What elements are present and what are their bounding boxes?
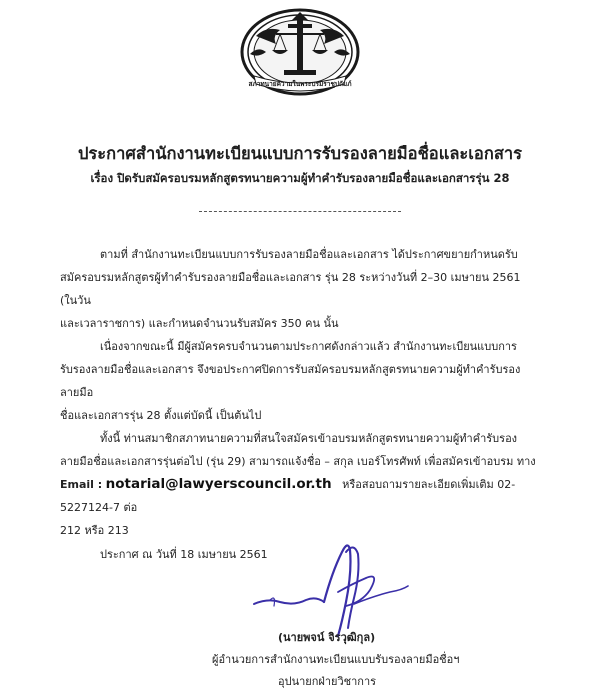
handwritten-signature — [250, 532, 410, 642]
signatory-position-2: อุปนายกฝ่ายวิชาการ — [278, 675, 377, 688]
paragraph-2-line-1: เนื่องจากขณะนี้ มีผู้สมัครครบจำนวนตามประกาศดังกล่าวแล้ว สำนักงานทะเบียนแบบการ — [100, 340, 517, 353]
paragraph-1-line-3: และเวลาราชการ) และกำหนดจำนวนรับสมัคร 350 คน นั้น — [60, 317, 339, 330]
contact-text: หรือสอบถามรายละเอียดเพิ่มเติม 02-5227124-7 ต่อ — [60, 478, 516, 514]
paragraph-3-line-2: ลายมือชื่อและเอกสารรุ่นต่อไป (รุ่น 29) สามารถแจ้งชื่อ – สกุล เบอร์โทรศัพท์ เพื่อสมัครเข้าอบรม ทาง — [60, 455, 536, 468]
email-address-link[interactable]: notarial@lawyerscouncil.or.th — [105, 476, 332, 492]
announcement-date: ประกาศ ณ วันที่ 18 เมษายน 2561 — [100, 548, 268, 561]
document-title: ประกาศสำนักงานทะเบียนแบบการรับรองลายมือชื่อและเอกสาร — [77, 144, 523, 163]
signatory-name: (นายพจน์ จิรวุฒิกุล) — [278, 631, 376, 644]
seal-text: สภาทนายความในพระบรมราชูปถัมภ์ — [248, 80, 352, 88]
email-label: Email : — [60, 478, 103, 491]
document-subject: เรื่อง ปิดรับสมัครอบรมหลักสูตรทนายความผู้ทำคำรับรองลายมือชื่อและเอกสารรุ่น 28 — [90, 171, 510, 185]
lawyers-council-seal-logo — [236, 6, 364, 98]
paragraph-2-line-2: รับรองลายมือชื่อและเอกสาร จึงขอประกาศปิดการรับสมัครอบรมหลักสูตรทนายความผู้ทำคำรับรองลายมือ — [60, 363, 521, 399]
dashed-divider — [199, 211, 401, 212]
paragraph-1-line-1: ตามที่ สำนักงานทะเบียนแบบการรับรองลายมือชื่อและเอกสาร ได้ประกาศขยายกำหนดรับ — [100, 248, 518, 261]
signatory-position: ผู้อำนวยการสำนักงานทะเบียนแบบรับรองลายมือชื่อฯ — [212, 653, 460, 666]
contact-text-continued: 212 หรือ 213 — [60, 524, 129, 537]
announcement-body — [60, 243, 540, 566]
paragraph-2-line-3: ชื่อและเอกสารรุ่น 28 ตั้งแต่บัดนี้ เป็นต้นไป — [60, 409, 262, 422]
paragraph-1-line-2: สมัครอบรมหลักสูตรผู้ทำคำรับรองลายมือชื่อและเอกสาร รุ่น 28 ระหว่างวันที่ 2–30 เมษายน 2561 (ในวัน — [60, 271, 521, 307]
email-line — [60, 473, 540, 519]
paragraph-3-line-1: ทั้งนี้ ท่านสมาชิกสภาทนายความที่สนใจสมัครเข้าอบรมหลักสูตรทนายความผู้ทำคำรับรอง — [100, 432, 518, 445]
